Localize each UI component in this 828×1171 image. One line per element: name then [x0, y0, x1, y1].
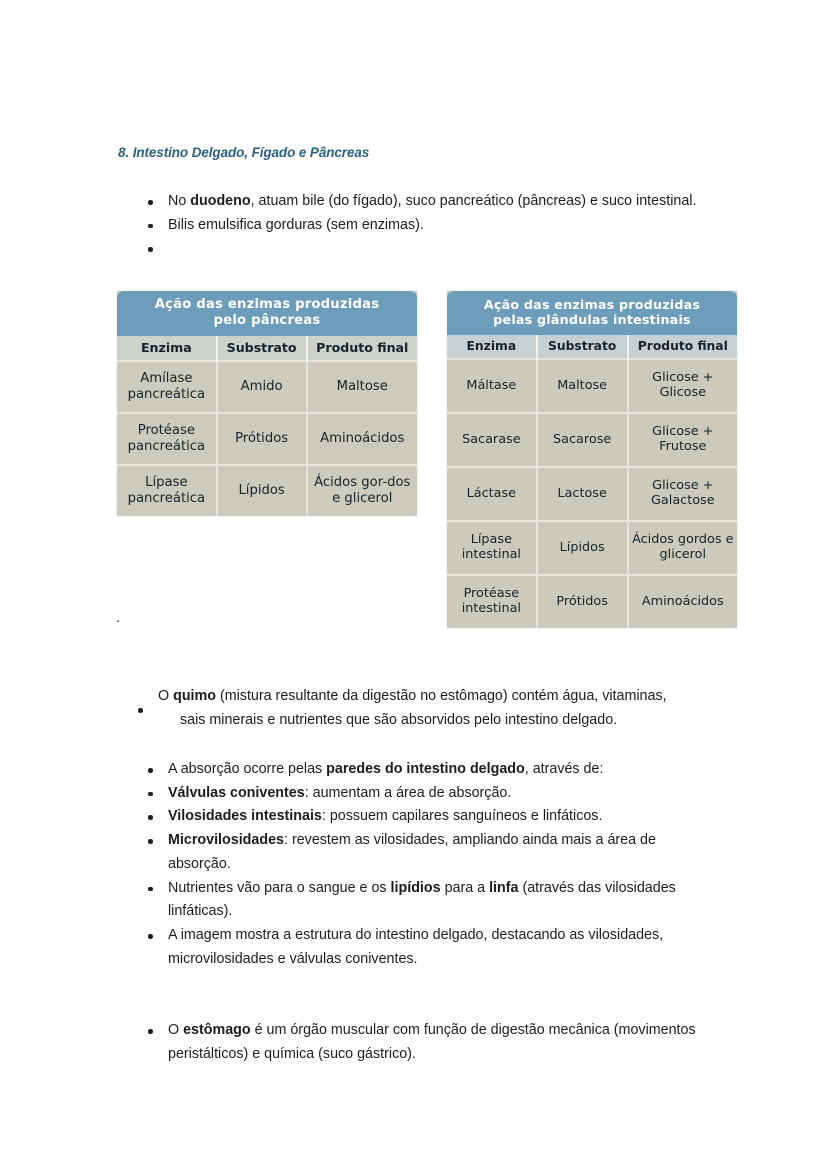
bullet-item: [138, 924, 713, 971]
table-row: [447, 359, 737, 413]
page-title: 8. Intestino Delgado, Fígado e Pâncreas: [118, 145, 370, 160]
body-text: sais minerais e nutrientes que são absorvidos pelo intestino delgado.: [180, 711, 618, 728]
table-row: [447, 413, 737, 467]
body-text: (mistura resultante da digestão no estômago) contém água, vitaminas,: [215, 688, 667, 704]
table-cell: Lípase pancreática: [117, 465, 217, 516]
table-cell: Ácidos gordos e glicerol: [628, 521, 737, 575]
bold-text: linfa: [489, 879, 519, 896]
table-row: [117, 361, 417, 413]
table-cell: Prótidos: [537, 575, 628, 628]
column-header: Substrato: [217, 336, 307, 361]
column-header: Substrato: [537, 335, 628, 359]
bullet-item: [138, 237, 713, 258]
table-row: [117, 413, 417, 465]
body-text: para a: [440, 879, 490, 896]
table-title: Ação das enzimas produzidas pelas glândulas intestinais: [447, 291, 737, 335]
bold-text: lipídios: [390, 879, 441, 896]
table-cell: Glicose + Frutose: [628, 413, 737, 467]
table-cell: Aminoácidos: [628, 575, 737, 628]
table-row: [447, 575, 737, 628]
bullet-item: [138, 1019, 713, 1066]
table-cell: Sacarase: [447, 413, 537, 467]
body-text: Nutrientes vão para o sangue e os: [168, 879, 391, 896]
table-cell: Aminoácidos: [307, 413, 418, 465]
body-text: Bilis emulsifica gorduras (sem enzimas).: [168, 216, 424, 233]
table-cell: Protéase intestinal: [447, 575, 537, 628]
table-pancreas-body: [117, 291, 417, 516]
bullet-item: [138, 782, 713, 806]
bold-text: Microvilosidades: [168, 832, 285, 849]
table-title-row: [447, 291, 737, 335]
table-cell: Maltose: [307, 361, 418, 413]
table-cell: Lípase intestinal: [447, 521, 537, 575]
table-cell: Glicose + Glicose: [628, 359, 737, 413]
table-cell: Ácidos gor-dos e glicerol: [307, 465, 418, 516]
table-cell: Glicose + Galactose: [628, 467, 737, 521]
body-text: é um órgão muscular com função de digestão mecânica (movimentos peristálticos) e química (suco gástrico).: [168, 1022, 696, 1062]
bullet-item: [138, 758, 713, 782]
body-text: (através das vilosidades linfáticas).: [168, 879, 676, 920]
column-header: Enzima: [117, 336, 217, 361]
bullet-list-absorcao: [138, 758, 713, 971]
table-cell: Lactose: [537, 467, 628, 521]
bold-text: estômago: [183, 1022, 251, 1038]
table-row: [447, 467, 737, 521]
body-text: A absorção ocorre pelas: [168, 761, 327, 777]
paragraph-quimo: [118, 685, 713, 732]
bold-text: quimo: [173, 688, 216, 704]
bold-text: Vilosidades intestinais: [168, 808, 322, 825]
table-cell: Prótidos: [217, 413, 307, 465]
body-text: : aumentam a área de absorção.: [304, 784, 512, 801]
table-cell: Lípidos: [217, 465, 307, 516]
table-enzimas-pancreas: [117, 291, 417, 516]
table-header-row: [447, 335, 737, 359]
bullet-list-estomago: [138, 1019, 713, 1066]
body-text: : possuem capilares sanguíneos e linfáticos.: [321, 808, 603, 825]
table-title-row: [117, 291, 417, 336]
table-intestinais-body: [447, 291, 737, 628]
bullet-list-top: [138, 190, 713, 258]
table-cell: Maltose: [537, 359, 628, 413]
bold-text: paredes do intestino delgado: [326, 761, 525, 777]
table-cell: Lípidos: [537, 521, 628, 575]
stray-period-mark: .: [116, 610, 120, 626]
table-cell: Amido: [217, 361, 307, 413]
table-cell: Amílase pancreática: [117, 361, 217, 413]
table-cell: Protéase pancreática: [117, 413, 217, 465]
table-header-row: [117, 336, 417, 361]
table-row: [117, 465, 417, 516]
table-enzimas-glandulas-intestinais: [447, 291, 737, 628]
body-text: : revestem as vilosidades, ampliando ainda mais a área de absorção.: [168, 832, 656, 872]
bold-text: duodeno: [190, 193, 251, 209]
column-header: Enzima: [447, 335, 537, 359]
bullet-item: [138, 214, 713, 238]
bullet-item: [138, 877, 713, 924]
table-cell: Láctase: [447, 467, 537, 521]
table-title: Ação das enzimas produzidas pelo pâncreas: [117, 291, 417, 336]
bold-text: Válvulas coniventes: [168, 784, 305, 801]
body-text: O: [168, 1022, 184, 1038]
body-text: O: [158, 688, 174, 704]
body-text: No: [168, 193, 191, 209]
table-row: [447, 521, 737, 575]
body-text: , atuam bile (do fígado), suco pancreático (pâncreas) e suco intestinal.: [250, 193, 697, 209]
bullet-item: [138, 829, 713, 876]
body-text: A imagem mostra a estrutura do intestino delgado, destacando as vilosidades, microvilosidades e válvulas coniventes.: [168, 926, 664, 967]
body-text: , através de:: [524, 761, 604, 777]
table-cell: Máltase: [447, 359, 537, 413]
column-header: Produto final: [628, 335, 737, 359]
table-cell: Sacarose: [537, 413, 628, 467]
bullet-item: [138, 805, 713, 829]
column-header: Produto final: [307, 336, 418, 361]
bullet-item: [138, 190, 713, 214]
